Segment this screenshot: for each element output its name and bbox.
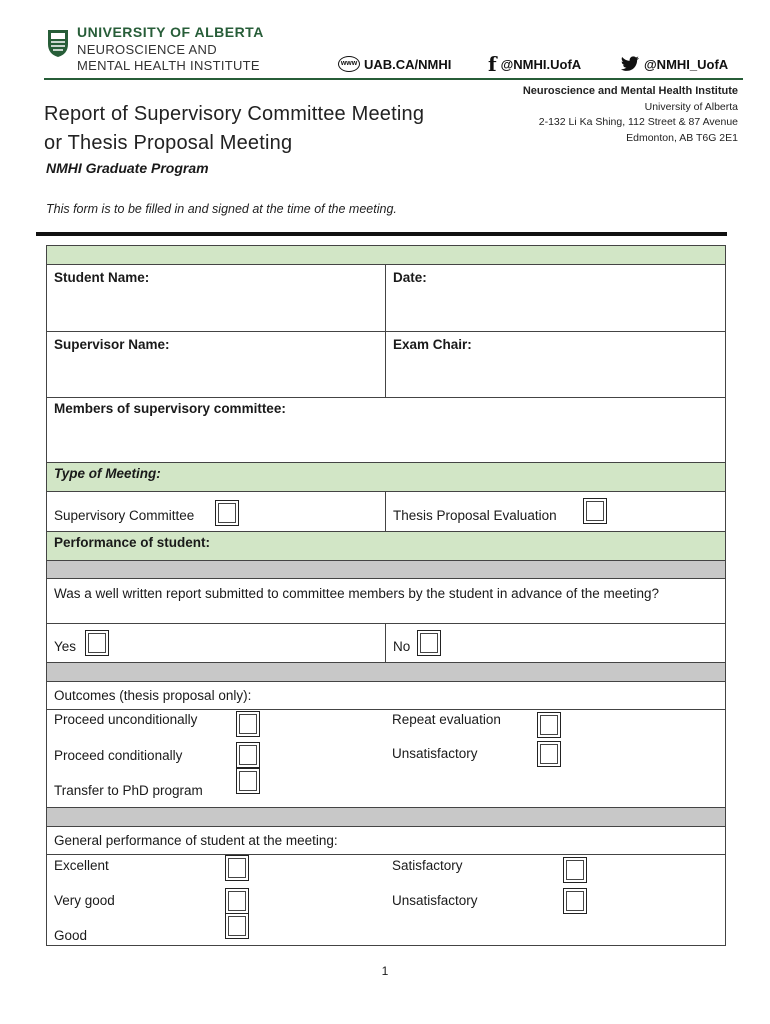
- section-divider: [36, 232, 727, 236]
- committee-members-label: Members of supervisory committee:: [54, 401, 286, 416]
- address-line2: 2-132 Li Ka Shing, 112 Street & 87 Avenue: [538, 116, 738, 128]
- general-performance-block: [47, 854, 725, 945]
- twitter-link[interactable]: [620, 56, 728, 72]
- outcomes-header-row: [47, 681, 725, 709]
- supervisor-name-label: Supervisor Name:: [54, 337, 170, 352]
- exam-chair-field[interactable]: [385, 332, 725, 397]
- report-question: Was a well written report submitted to committee members by the student in advance of the meeting?: [54, 586, 660, 601]
- outcome-unsatisfactory-checkbox[interactable]: [537, 741, 561, 767]
- student-name-label: Student Name:: [54, 270, 150, 285]
- report-form: [46, 245, 726, 946]
- very-good-label: Very good: [54, 893, 115, 908]
- committee-members-field[interactable]: [47, 397, 725, 462]
- meeting-type-row: [47, 491, 725, 531]
- date-field[interactable]: [385, 265, 725, 331]
- website-label: UAB.CA/NMHI: [364, 56, 452, 72]
- header-divider: [44, 78, 743, 80]
- grey-spacer: [47, 662, 725, 681]
- meeting-type-header: [47, 462, 725, 491]
- general-unsatisfactory-label: Unsatisfactory: [392, 893, 478, 908]
- page-title: [44, 100, 424, 158]
- proceed-conditionally-label: Proceed conditionally: [54, 748, 183, 763]
- good-label: Good: [54, 928, 88, 943]
- facebook-icon: f: [488, 52, 497, 76]
- repeat-evaluation-label: Repeat evaluation: [392, 712, 501, 727]
- outcomes-heading: Outcomes (thesis proposal only):: [54, 688, 252, 703]
- address-institute: Neuroscience and Mental Health Institute: [522, 85, 738, 97]
- title-line2: or Thesis Proposal Meeting: [44, 132, 293, 154]
- yes-option: [47, 624, 385, 662]
- satisfactory-checkbox[interactable]: [563, 857, 587, 883]
- form-instructions: This form is to be filled in and signed at the time of the meeting.: [46, 202, 397, 216]
- good-checkbox[interactable]: [225, 913, 249, 939]
- yes-checkbox[interactable]: [85, 630, 109, 656]
- performance-heading: Performance of student:: [54, 535, 211, 550]
- letterhead: [0, 0, 770, 80]
- thesis-proposal-label: Thesis Proposal Evaluation: [393, 508, 557, 523]
- yes-no-row: [47, 623, 725, 662]
- excellent-checkbox[interactable]: [225, 855, 249, 881]
- transfer-phd-checkbox[interactable]: [236, 768, 260, 794]
- general-performance-heading: General performance of student at the meeting:: [54, 833, 338, 848]
- institute-address: [523, 84, 738, 146]
- supervisor-chair-row: [47, 331, 725, 397]
- yes-label: Yes: [54, 639, 77, 654]
- performance-header: [47, 531, 725, 560]
- facebook-label: @NMHI.UofA: [500, 56, 582, 72]
- repeat-evaluation-checkbox[interactable]: [537, 712, 561, 738]
- website-link[interactable]: [338, 56, 451, 72]
- university-crest-icon: [46, 28, 70, 58]
- outcome-unsatisfactory-label: Unsatisfactory: [392, 746, 478, 761]
- form-header-bar: [47, 246, 725, 264]
- student-date-row: [47, 264, 725, 331]
- meeting-type-heading: Type of Meeting:: [54, 466, 161, 481]
- transfer-phd-label: Transfer to PhD program: [54, 783, 203, 798]
- no-option: [385, 624, 725, 662]
- facebook-link[interactable]: [488, 52, 582, 76]
- no-checkbox[interactable]: [417, 630, 441, 656]
- thesis-proposal-option: [385, 492, 725, 531]
- twitter-icon: [620, 56, 640, 72]
- globe-icon: www: [338, 56, 360, 72]
- report-question-row: [47, 578, 725, 623]
- address-line1: University of Alberta: [644, 100, 738, 113]
- date-label: Date:: [393, 270, 427, 285]
- very-good-checkbox[interactable]: [225, 888, 249, 914]
- university-name: UNIVERSITY OF ALBERTA: [77, 24, 264, 40]
- twitter-label: @NMHI_UofA: [644, 56, 729, 72]
- outcomes-block: [47, 709, 725, 807]
- institute-name-line1: NEUROSCIENCE AND: [77, 42, 217, 57]
- supervisory-committee-checkbox[interactable]: [215, 500, 239, 526]
- proceed-unconditionally-label: Proceed unconditionally: [54, 712, 198, 727]
- exam-chair-label: Exam Chair:: [393, 337, 472, 352]
- supervisory-committee-option: [47, 492, 385, 531]
- proceed-conditionally-checkbox[interactable]: [236, 742, 260, 768]
- general-performance-header-row: [47, 826, 725, 854]
- general-unsatisfactory-checkbox[interactable]: [563, 888, 587, 914]
- satisfactory-label: Satisfactory: [392, 858, 463, 873]
- grey-spacer: [47, 560, 725, 578]
- proceed-unconditionally-checkbox[interactable]: [236, 711, 260, 737]
- institute-name-line2: MENTAL HEALTH INSTITUTE: [77, 58, 260, 73]
- no-label: No: [393, 639, 411, 654]
- title-line1: Report of Supervisory Committee Meeting: [44, 103, 425, 125]
- supervisor-name-field[interactable]: [47, 332, 385, 397]
- page-number: 1: [381, 964, 389, 978]
- supervisory-committee-label: Supervisory Committee: [54, 508, 195, 523]
- grey-spacer: [47, 807, 725, 826]
- student-name-field[interactable]: [47, 265, 385, 331]
- excellent-label: Excellent: [54, 858, 109, 873]
- program-name: NMHI Graduate Program: [46, 160, 209, 176]
- address-line3: Edmonton, AB T6G 2E1: [626, 131, 738, 144]
- thesis-proposal-checkbox[interactable]: [583, 498, 607, 524]
